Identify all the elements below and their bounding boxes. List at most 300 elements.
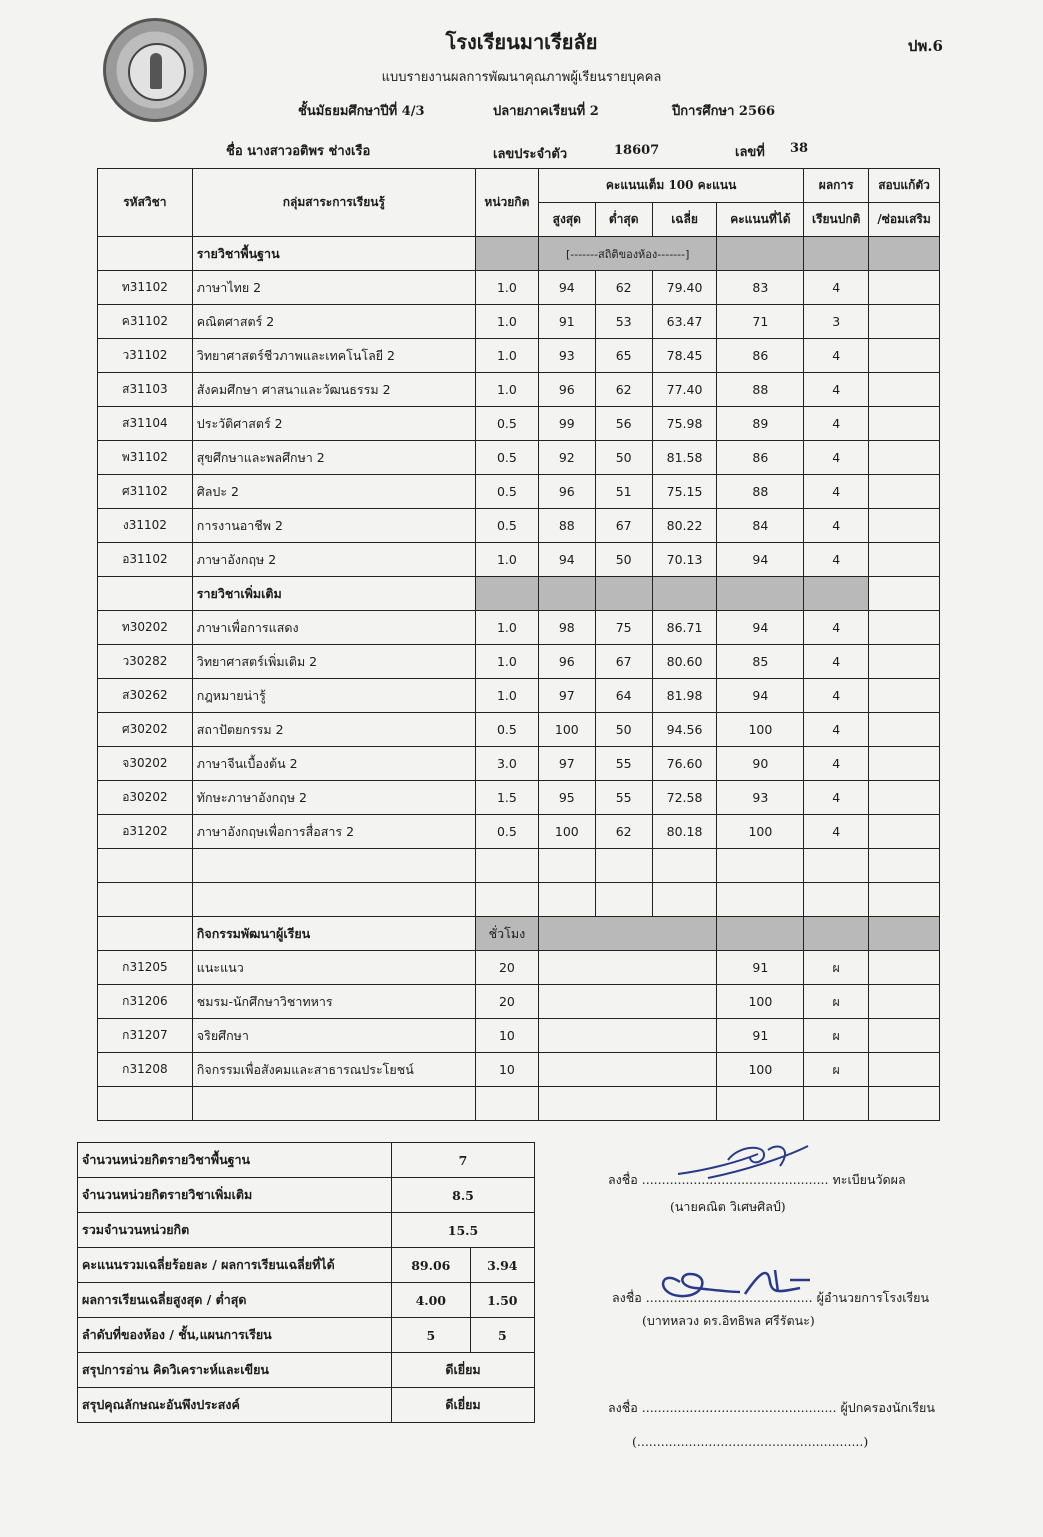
- subject-name: กฎหมายน่ารู้: [192, 679, 475, 713]
- summary-value: 8.5: [392, 1178, 535, 1213]
- activity-result: ผ: [804, 1053, 869, 1087]
- table-row: [98, 815, 940, 849]
- director-name: (บาทหลวง ดร.อิทธิพล ศรีรัตนะ): [642, 1313, 815, 1328]
- class-min: 50: [595, 543, 652, 577]
- class-stats-label: [-------สถิติของห้อง-------]: [538, 237, 717, 271]
- summary-label: จำนวนหน่วยกิตรายวิชาพื้นฐาน: [78, 1143, 392, 1178]
- class-min: 62: [595, 373, 652, 407]
- summary-value-2: 5: [470, 1318, 534, 1353]
- subject-name: ภาษาอังกฤษ 2: [192, 543, 475, 577]
- report-page: โรงเรียนมาเรียลัย ปพ.6 แบบรายงานผลการพัฒนาคุณภาพผู้เรียนรายบุคคล ชั้นมัธยมศึกษาปีที่ 4/3 ปลายภาคเรียนที่ 2 ปีการศึกษา 2566 ชื่อ นางสาวอติพร ช่างเรือ เลขประจำตัว 18607 เลขที่ 38 รหัสวิชา กลุ่มสาระการเรียนรู้ หน่วยกิต คะแนนเต็ม 100 คะแนน ผลการ สอบแก้ตัว สูงสุด ต่ำสุด เฉลี่ย คะแนนที่ได้ เรียนปกติ /ซ่อมเสริม รายวิชาพื้นฐาน [-------สถิติของห้อง-------] ท31102 ภาษาไทย 2 1.0 94 62 79.40 83 4 ค31102 คณิตศาสตร์ 2 1.0 91 53 63.47 71 3 ว31102 วิทยาศาสตร์ชีวภาพและเทคโนโลยี 2 1.0 93 65 78.45 86 4 ส31103 สังคมศึกษา ศาสนาและวัฒนธรรม 2 1.0 96 62 77.40 88 4 ส31104 ประวัติศาสตร์ 2 0.5 99 56 75.98 89 4 พ31102 สุขศึกษาและพลศึกษา 2 0.5 92 50 81.58 86 4 ศ31102 ศิลปะ 2 0.5 96 51 75.15 88 4 ง31102 การงานอาชีพ 2 0.5 88 67 80.22 84 4 อ31102 ภาษาอังกฤษ 2 1.0 94 50 70.13 94 4 รายวิชาเพิ่มเติม ท30202 ภาษาเพื่อการแสดง 1.0 98 75 86.71 94 4 ว30282 วิทยาศาสตร์เพิ่มเติม 2 1.0 96 67 80.60 85 4 ส30262 กฎหมายน่ารู้ 1.0 97 64 81.98 94 4 ศ30202 สถาปัตยกรรม 2 0.5 100 50 94.56 100 4 จ30202 ภาษาจีนเบื้องต้น 2 3.0 97 55 76.60 90 4 อ30202 ทักษะภาษาอังกฤษ 2 1.5 95 55 72.58 93 4 อ31202 ภาษาอังกฤษเพื่อการสื่อสาร 2 0.5 100 62 80.18 100 4 กิจกรรมพัฒนาผู้เรียน ชั่วโมง ก31205 แนะแนว 20 91 ผ ก31206 ชมรม-นักศึกษาวิชาทหาร 20 100 ผ ก31207 จริยศึกษา 10 91 ผ ก31208 กิจกรรมเพื่อสังคมและสาธารณประโยชน์ 10 100 ผ จำนวนหน่วยกิตรายวิชาพื้นฐาน 7 จำนวนหน่วยกิตรายวิชาเพิ่มเติม 8.5 รวมจำนวนหน่วยกิต 15.5 คะแนนรวมเฉลี่ยร้อยละ / ผลการเรียนเฉลี่ยที่ได้ 89.06 3.94 ผลการเรียนเฉลี่ยสูงสุด / ต่ำสุด 4.00 1.50 ลำดับที่ของห้อง / ชั้น,แผนการเรียน 5 5 สรุปการอ่าน คิดวิเคราะห์และเขียน ดีเยี่ยม สรุปคุณลักษณะอันพึงประสงค์ ดีเยี่ยม ลงชื่อ ............................................... ทะเบียนวัดผล (นายคณิต วิเศษศิลป์) ลงชื่อ .......................................... ผู้อำนวยการโรงเรียน (บาทหลวง ดร.อิทธิพล ศรีรัตนะ) ลงชื่อ ................................................. ผู้ปกครองนักเรียน (.........................................................): [0, 0, 1043, 1537]
- subject-name: วิทยาศาสตร์เพิ่มเติม 2: [192, 645, 475, 679]
- class-min: 50: [595, 441, 652, 475]
- empty-cell: [98, 883, 193, 917]
- class-max: 98: [538, 611, 595, 645]
- subject-code: ว31102: [98, 339, 193, 373]
- student-id: 18607: [614, 143, 660, 158]
- class-min: 55: [595, 781, 652, 815]
- grade-result: 4: [804, 781, 869, 815]
- empty-cell: [717, 917, 804, 951]
- retest-cell: [869, 645, 940, 679]
- retest-cell: [869, 271, 940, 305]
- class-avg: 80.18: [652, 815, 717, 849]
- report-title: แบบรายงานผลการพัฒนาคุณภาพผู้เรียนรายบุคคล: [381, 70, 662, 85]
- class-avg: 79.40: [652, 271, 717, 305]
- empty-cell: [538, 1087, 717, 1121]
- activity-hours: 10: [475, 1053, 538, 1087]
- summary-label: สรุปคุณลักษณะอันพึงประสงค์: [78, 1388, 392, 1423]
- student-score: 94: [717, 611, 804, 645]
- class-avg: 81.98: [652, 679, 717, 713]
- empty-cell: [652, 883, 717, 917]
- table-row: [98, 883, 940, 917]
- subject-name: ศิลปะ 2: [192, 475, 475, 509]
- retest-cell: [869, 475, 940, 509]
- table-row: [98, 611, 940, 645]
- empty-cell: [652, 849, 717, 883]
- empty-cell: [717, 883, 804, 917]
- table-row: [98, 1053, 940, 1087]
- empty-cell: [869, 985, 940, 1019]
- class-avg: 72.58: [652, 781, 717, 815]
- summary-row: [78, 1353, 535, 1388]
- empty-cell: [717, 577, 804, 611]
- parent-name: (.........................................................): [632, 1434, 869, 1449]
- subject-code: ส31104: [98, 407, 193, 441]
- subject-name: สถาปัตยกรรม 2: [192, 713, 475, 747]
- summary-row: [78, 1283, 535, 1318]
- subject-credit: 0.5: [475, 815, 538, 849]
- retest-cell: [869, 543, 940, 577]
- class-min: 51: [595, 475, 652, 509]
- student-score: 100: [717, 815, 804, 849]
- class-max: 99: [538, 407, 595, 441]
- grade-result: 4: [804, 339, 869, 373]
- activity-name: จริยศึกษา: [192, 1019, 475, 1053]
- grade-level: ชั้นมัธยมศึกษาปีที่ 4/3: [298, 104, 425, 119]
- class-max: 97: [538, 747, 595, 781]
- empty-cell: [192, 1087, 475, 1121]
- subject-credit: 1.0: [475, 543, 538, 577]
- summary-value: ดีเยี่ยม: [392, 1388, 535, 1423]
- class-max: 97: [538, 679, 595, 713]
- activity-score: 91: [717, 951, 804, 985]
- subject-name: ภาษาไทย 2: [192, 271, 475, 305]
- student-score: 85: [717, 645, 804, 679]
- student-score: 100: [717, 713, 804, 747]
- empty-cell: [475, 849, 538, 883]
- retest-cell: [869, 611, 940, 645]
- class-min: 75: [595, 611, 652, 645]
- basic-section-title: รายวิชาพื้นฐาน: [192, 237, 475, 271]
- summary-row: [78, 1388, 535, 1423]
- grade-result: 4: [804, 645, 869, 679]
- class-avg: 77.40: [652, 373, 717, 407]
- table-row: [98, 577, 940, 611]
- class-max: 88: [538, 509, 595, 543]
- empty-cell: [98, 577, 193, 611]
- registrar-name: (นายคณิต วิเศษศิลป์): [670, 1199, 786, 1214]
- summary-value-2: 3.94: [470, 1248, 534, 1283]
- subject-credit: 0.5: [475, 441, 538, 475]
- empty-cell: [98, 917, 193, 951]
- empty-cell: [652, 577, 717, 611]
- table-row: [98, 917, 940, 951]
- retest-cell: [869, 781, 940, 815]
- class-max: 94: [538, 543, 595, 577]
- subject-credit: 0.5: [475, 713, 538, 747]
- table-row: [98, 271, 940, 305]
- retest-cell: [869, 305, 940, 339]
- activity-score: 100: [717, 985, 804, 1019]
- empty-cell: [869, 883, 940, 917]
- empty-cell: [595, 577, 652, 611]
- empty-cell: [98, 1087, 193, 1121]
- subject-credit: 1.0: [475, 305, 538, 339]
- empty-cell: [192, 883, 475, 917]
- grade-result: 4: [804, 543, 869, 577]
- table-row: [98, 713, 940, 747]
- empty-cell: [538, 951, 717, 985]
- student-number: 38: [790, 141, 809, 156]
- summary-row: [78, 1248, 535, 1283]
- student-id-label: เลขประจำตัว: [493, 147, 568, 162]
- form-code: ปพ.6: [907, 37, 943, 55]
- activity-hours: 10: [475, 1019, 538, 1053]
- class-max: 94: [538, 271, 595, 305]
- table-row: [98, 985, 940, 1019]
- class-min: 53: [595, 305, 652, 339]
- subject-code: ง31102: [98, 509, 193, 543]
- class-max: 96: [538, 645, 595, 679]
- activity-name: กิจกรรมเพื่อสังคมและสาธารณประโยชน์: [192, 1053, 475, 1087]
- empty-cell: [869, 951, 940, 985]
- activity-name: ชมรม-นักศึกษาวิชาทหาร: [192, 985, 475, 1019]
- student-score: 94: [717, 543, 804, 577]
- class-avg: 75.98: [652, 407, 717, 441]
- subject-code: ว30282: [98, 645, 193, 679]
- empty-cell: [192, 849, 475, 883]
- grade-result: 4: [804, 475, 869, 509]
- activity-hours: 20: [475, 951, 538, 985]
- subject-name: ประวัติศาสตร์ 2: [192, 407, 475, 441]
- retest-cell: [869, 441, 940, 475]
- summary-label: รวมจำนวนหน่วยกิต: [78, 1213, 392, 1248]
- summary-label: ผลการเรียนเฉลี่ยสูงสุด / ต่ำสุด: [78, 1283, 392, 1318]
- table-row: [98, 679, 940, 713]
- class-max: 92: [538, 441, 595, 475]
- table-row: [98, 747, 940, 781]
- student-score: 86: [717, 441, 804, 475]
- summary-value: ดีเยี่ยม: [392, 1353, 535, 1388]
- empty-cell: [475, 883, 538, 917]
- activity-result: ผ: [804, 985, 869, 1019]
- summary-row: [78, 1318, 535, 1353]
- activity-result: ผ: [804, 951, 869, 985]
- summary-label: จำนวนหน่วยกิตรายวิชาเพิ่มเติม: [78, 1178, 392, 1213]
- subject-code: ท30202: [98, 611, 193, 645]
- student-name: ชื่อ นางสาวอติพร ช่างเรือ: [226, 144, 371, 159]
- grade-result: 4: [804, 441, 869, 475]
- class-min: 55: [595, 747, 652, 781]
- summary-label: ลำดับที่ของห้อง / ชั้น,แผนการเรียน: [78, 1318, 392, 1353]
- empty-cell: [98, 849, 193, 883]
- retest-cell: [869, 815, 940, 849]
- empty-cell: [717, 849, 804, 883]
- empty-cell: [869, 577, 940, 611]
- empty-cell: [538, 917, 717, 951]
- empty-cell: [538, 577, 595, 611]
- empty-cell: [475, 1087, 538, 1121]
- retest-cell: [869, 679, 940, 713]
- summary-value: 5: [392, 1318, 471, 1353]
- subject-name: คณิตศาสตร์ 2: [192, 305, 475, 339]
- table-row: [98, 339, 940, 373]
- grade-result: 4: [804, 509, 869, 543]
- class-min: 50: [595, 713, 652, 747]
- student-score: 88: [717, 373, 804, 407]
- retest-cell: [869, 407, 940, 441]
- table-row: [98, 407, 940, 441]
- summary-value-2: 1.50: [470, 1283, 534, 1318]
- class-max: 96: [538, 475, 595, 509]
- col-avg-header: เฉลี่ย: [652, 203, 717, 237]
- grade-result: 4: [804, 747, 869, 781]
- class-avg: 75.15: [652, 475, 717, 509]
- retest-cell: [869, 509, 940, 543]
- activity-section-title: กิจกรรมพัฒนาผู้เรียน: [192, 917, 475, 951]
- empty-cell: [538, 1053, 717, 1087]
- class-min: 65: [595, 339, 652, 373]
- academic-year: ปีการศึกษา 2566: [672, 104, 776, 119]
- col-max-header: สูงสุด: [538, 203, 595, 237]
- table-row: [98, 1019, 940, 1053]
- student-score: 93: [717, 781, 804, 815]
- class-avg: 76.60: [652, 747, 717, 781]
- empty-cell: [595, 883, 652, 917]
- empty-cell: [538, 849, 595, 883]
- table-row: [98, 1087, 940, 1121]
- class-max: 91: [538, 305, 595, 339]
- empty-cell: [869, 1053, 940, 1087]
- empty-cell: [869, 1019, 940, 1053]
- subject-credit: 3.0: [475, 747, 538, 781]
- subject-credit: 1.0: [475, 611, 538, 645]
- table-row: [98, 543, 940, 577]
- subject-code: ท31102: [98, 271, 193, 305]
- director-role: ผู้อำนวยการโรงเรียน: [816, 1290, 930, 1305]
- col-min-header: ต่ำสุด: [595, 203, 652, 237]
- subject-code: ศ31102: [98, 475, 193, 509]
- class-avg: 78.45: [652, 339, 717, 373]
- retest-cell: [869, 747, 940, 781]
- table-row: [98, 951, 940, 985]
- grade-result: 4: [804, 713, 869, 747]
- subject-code: อ31102: [98, 543, 193, 577]
- col-code-header: รหัสวิชา: [98, 169, 193, 237]
- class-max: 95: [538, 781, 595, 815]
- subject-credit: 1.0: [475, 373, 538, 407]
- class-max: 100: [538, 815, 595, 849]
- class-min: 62: [595, 815, 652, 849]
- empty-cell: [869, 849, 940, 883]
- student-score: 88: [717, 475, 804, 509]
- subject-credit: 1.0: [475, 271, 538, 305]
- empty-cell: [869, 1087, 940, 1121]
- empty-cell: [538, 985, 717, 1019]
- col-fullscore-header: คะแนนเต็ม 100 คะแนน: [538, 169, 803, 203]
- registrar-sign-label: ลงชื่อ: [608, 1172, 638, 1187]
- class-avg: 94.56: [652, 713, 717, 747]
- empty-cell: [717, 1087, 804, 1121]
- subject-credit: 1.0: [475, 339, 538, 373]
- school-name: โรงเรียนมาเรียลัย: [445, 30, 598, 54]
- subject-code: อ30202: [98, 781, 193, 815]
- empty-cell: [804, 917, 869, 951]
- subject-name: ภาษาอังกฤษเพื่อการสื่อสาร 2: [192, 815, 475, 849]
- empty-cell: [804, 1087, 869, 1121]
- class-min: 62: [595, 271, 652, 305]
- table-row: [98, 849, 940, 883]
- activity-hours: 20: [475, 985, 538, 1019]
- grade-result: 4: [804, 407, 869, 441]
- grade-result: 4: [804, 815, 869, 849]
- class-max: 96: [538, 373, 595, 407]
- table-row: [98, 475, 940, 509]
- class-min: 56: [595, 407, 652, 441]
- class-avg: 80.22: [652, 509, 717, 543]
- col-group-header: กลุ่มสาระการเรียนรู้: [192, 169, 475, 237]
- student-score: 89: [717, 407, 804, 441]
- empty-cell: [869, 917, 940, 951]
- subject-credit: 1.0: [475, 645, 538, 679]
- subject-code: ค31102: [98, 305, 193, 339]
- col-result-header-2: เรียนปกติ: [804, 203, 869, 237]
- subject-credit: 1.5: [475, 781, 538, 815]
- activity-code: ก31207: [98, 1019, 193, 1053]
- class-avg: 86.71: [652, 611, 717, 645]
- subject-name: การงานอาชีพ 2: [192, 509, 475, 543]
- class-max: 93: [538, 339, 595, 373]
- activity-name: แนะแนว: [192, 951, 475, 985]
- table-row: [98, 645, 940, 679]
- student-score: 84: [717, 509, 804, 543]
- summary-value: 15.5: [392, 1213, 535, 1248]
- student-number-label: เลขที่: [735, 145, 765, 160]
- extra-section-title: รายวิชาเพิ่มเติม: [192, 577, 475, 611]
- subject-name: วิทยาศาสตร์ชีวภาพและเทคโนโลยี 2: [192, 339, 475, 373]
- student-score: 90: [717, 747, 804, 781]
- retest-cell: [869, 373, 940, 407]
- parent-role: ผู้ปกครองนักเรียน: [840, 1400, 935, 1415]
- subject-name: ภาษาจีนเบื้องต้น 2: [192, 747, 475, 781]
- subject-code: จ30202: [98, 747, 193, 781]
- summary-value: 89.06: [392, 1248, 471, 1283]
- subject-name: ทักษะภาษาอังกฤษ 2: [192, 781, 475, 815]
- hours-label: ชั่วโมง: [475, 917, 538, 951]
- registrar-role: ทะเบียนวัดผล: [832, 1172, 906, 1187]
- table-row: [98, 509, 940, 543]
- table-row: [98, 781, 940, 815]
- activity-result: ผ: [804, 1019, 869, 1053]
- subject-credit: 1.0: [475, 679, 538, 713]
- table-row: [98, 305, 940, 339]
- subject-code: อ31202: [98, 815, 193, 849]
- class-min: 67: [595, 509, 652, 543]
- table-row: [98, 373, 940, 407]
- subject-name: สุขศึกษาและพลศึกษา 2: [192, 441, 475, 475]
- summary-table: [77, 1142, 535, 1423]
- empty-cell: [475, 577, 538, 611]
- student-score: 94: [717, 679, 804, 713]
- subject-name: สังคมศึกษา ศาสนาและวัฒนธรรม 2: [192, 373, 475, 407]
- summary-row: [78, 1143, 535, 1178]
- col-retest-header-2: /ซ่อมเสริม: [869, 203, 940, 237]
- class-avg: 81.58: [652, 441, 717, 475]
- grade-result: 3: [804, 305, 869, 339]
- class-min: 67: [595, 645, 652, 679]
- col-score-header: คะแนนที่ได้: [717, 203, 804, 237]
- col-result-header: ผลการ: [804, 169, 869, 203]
- subject-code: ศ30202: [98, 713, 193, 747]
- activity-score: 100: [717, 1053, 804, 1087]
- subject-code: ส30262: [98, 679, 193, 713]
- activity-code: ก31206: [98, 985, 193, 1019]
- col-retest-header: สอบแก้ตัว: [869, 169, 940, 203]
- subject-credit: 0.5: [475, 509, 538, 543]
- director-sign-label: ลงชื่อ: [612, 1290, 642, 1305]
- subject-credit: 0.5: [475, 407, 538, 441]
- student-score: 83: [717, 271, 804, 305]
- summary-label: คะแนนรวมเฉลี่ยร้อยละ / ผลการเรียนเฉลี่ยที่ได้: [78, 1248, 392, 1283]
- retest-cell: [869, 339, 940, 373]
- subject-name: ภาษาเพื่อการแสดง: [192, 611, 475, 645]
- empty-cell: [804, 883, 869, 917]
- student-score: 86: [717, 339, 804, 373]
- empty-cell: [538, 883, 595, 917]
- summary-row: [78, 1213, 535, 1248]
- retest-cell: [869, 713, 940, 747]
- class-avg: 80.60: [652, 645, 717, 679]
- summary-value: 4.00: [392, 1283, 471, 1318]
- student-score: 71: [717, 305, 804, 339]
- grades-table: [97, 168, 940, 1121]
- empty-cell: [804, 577, 869, 611]
- summary-row: [78, 1178, 535, 1213]
- subject-code: พ31102: [98, 441, 193, 475]
- col-credit-header: หน่วยกิต: [475, 169, 538, 237]
- grade-result: 4: [804, 373, 869, 407]
- class-avg: 63.47: [652, 305, 717, 339]
- class-max: 100: [538, 713, 595, 747]
- grade-result: 4: [804, 271, 869, 305]
- class-min: 64: [595, 679, 652, 713]
- activity-code: ก31208: [98, 1053, 193, 1087]
- grade-result: 4: [804, 679, 869, 713]
- subject-code: ส31103: [98, 373, 193, 407]
- class-avg: 70.13: [652, 543, 717, 577]
- semester: ปลายภาคเรียนที่ 2: [493, 104, 599, 119]
- activity-score: 91: [717, 1019, 804, 1053]
- activity-code: ก31205: [98, 951, 193, 985]
- summary-label: สรุปการอ่าน คิดวิเคราะห์และเขียน: [78, 1353, 392, 1388]
- empty-cell: [804, 849, 869, 883]
- parent-sign-label: ลงชื่อ: [608, 1400, 638, 1415]
- empty-cell: [538, 1019, 717, 1053]
- subject-credit: 0.5: [475, 475, 538, 509]
- summary-value: 7: [392, 1143, 535, 1178]
- table-row: [98, 441, 940, 475]
